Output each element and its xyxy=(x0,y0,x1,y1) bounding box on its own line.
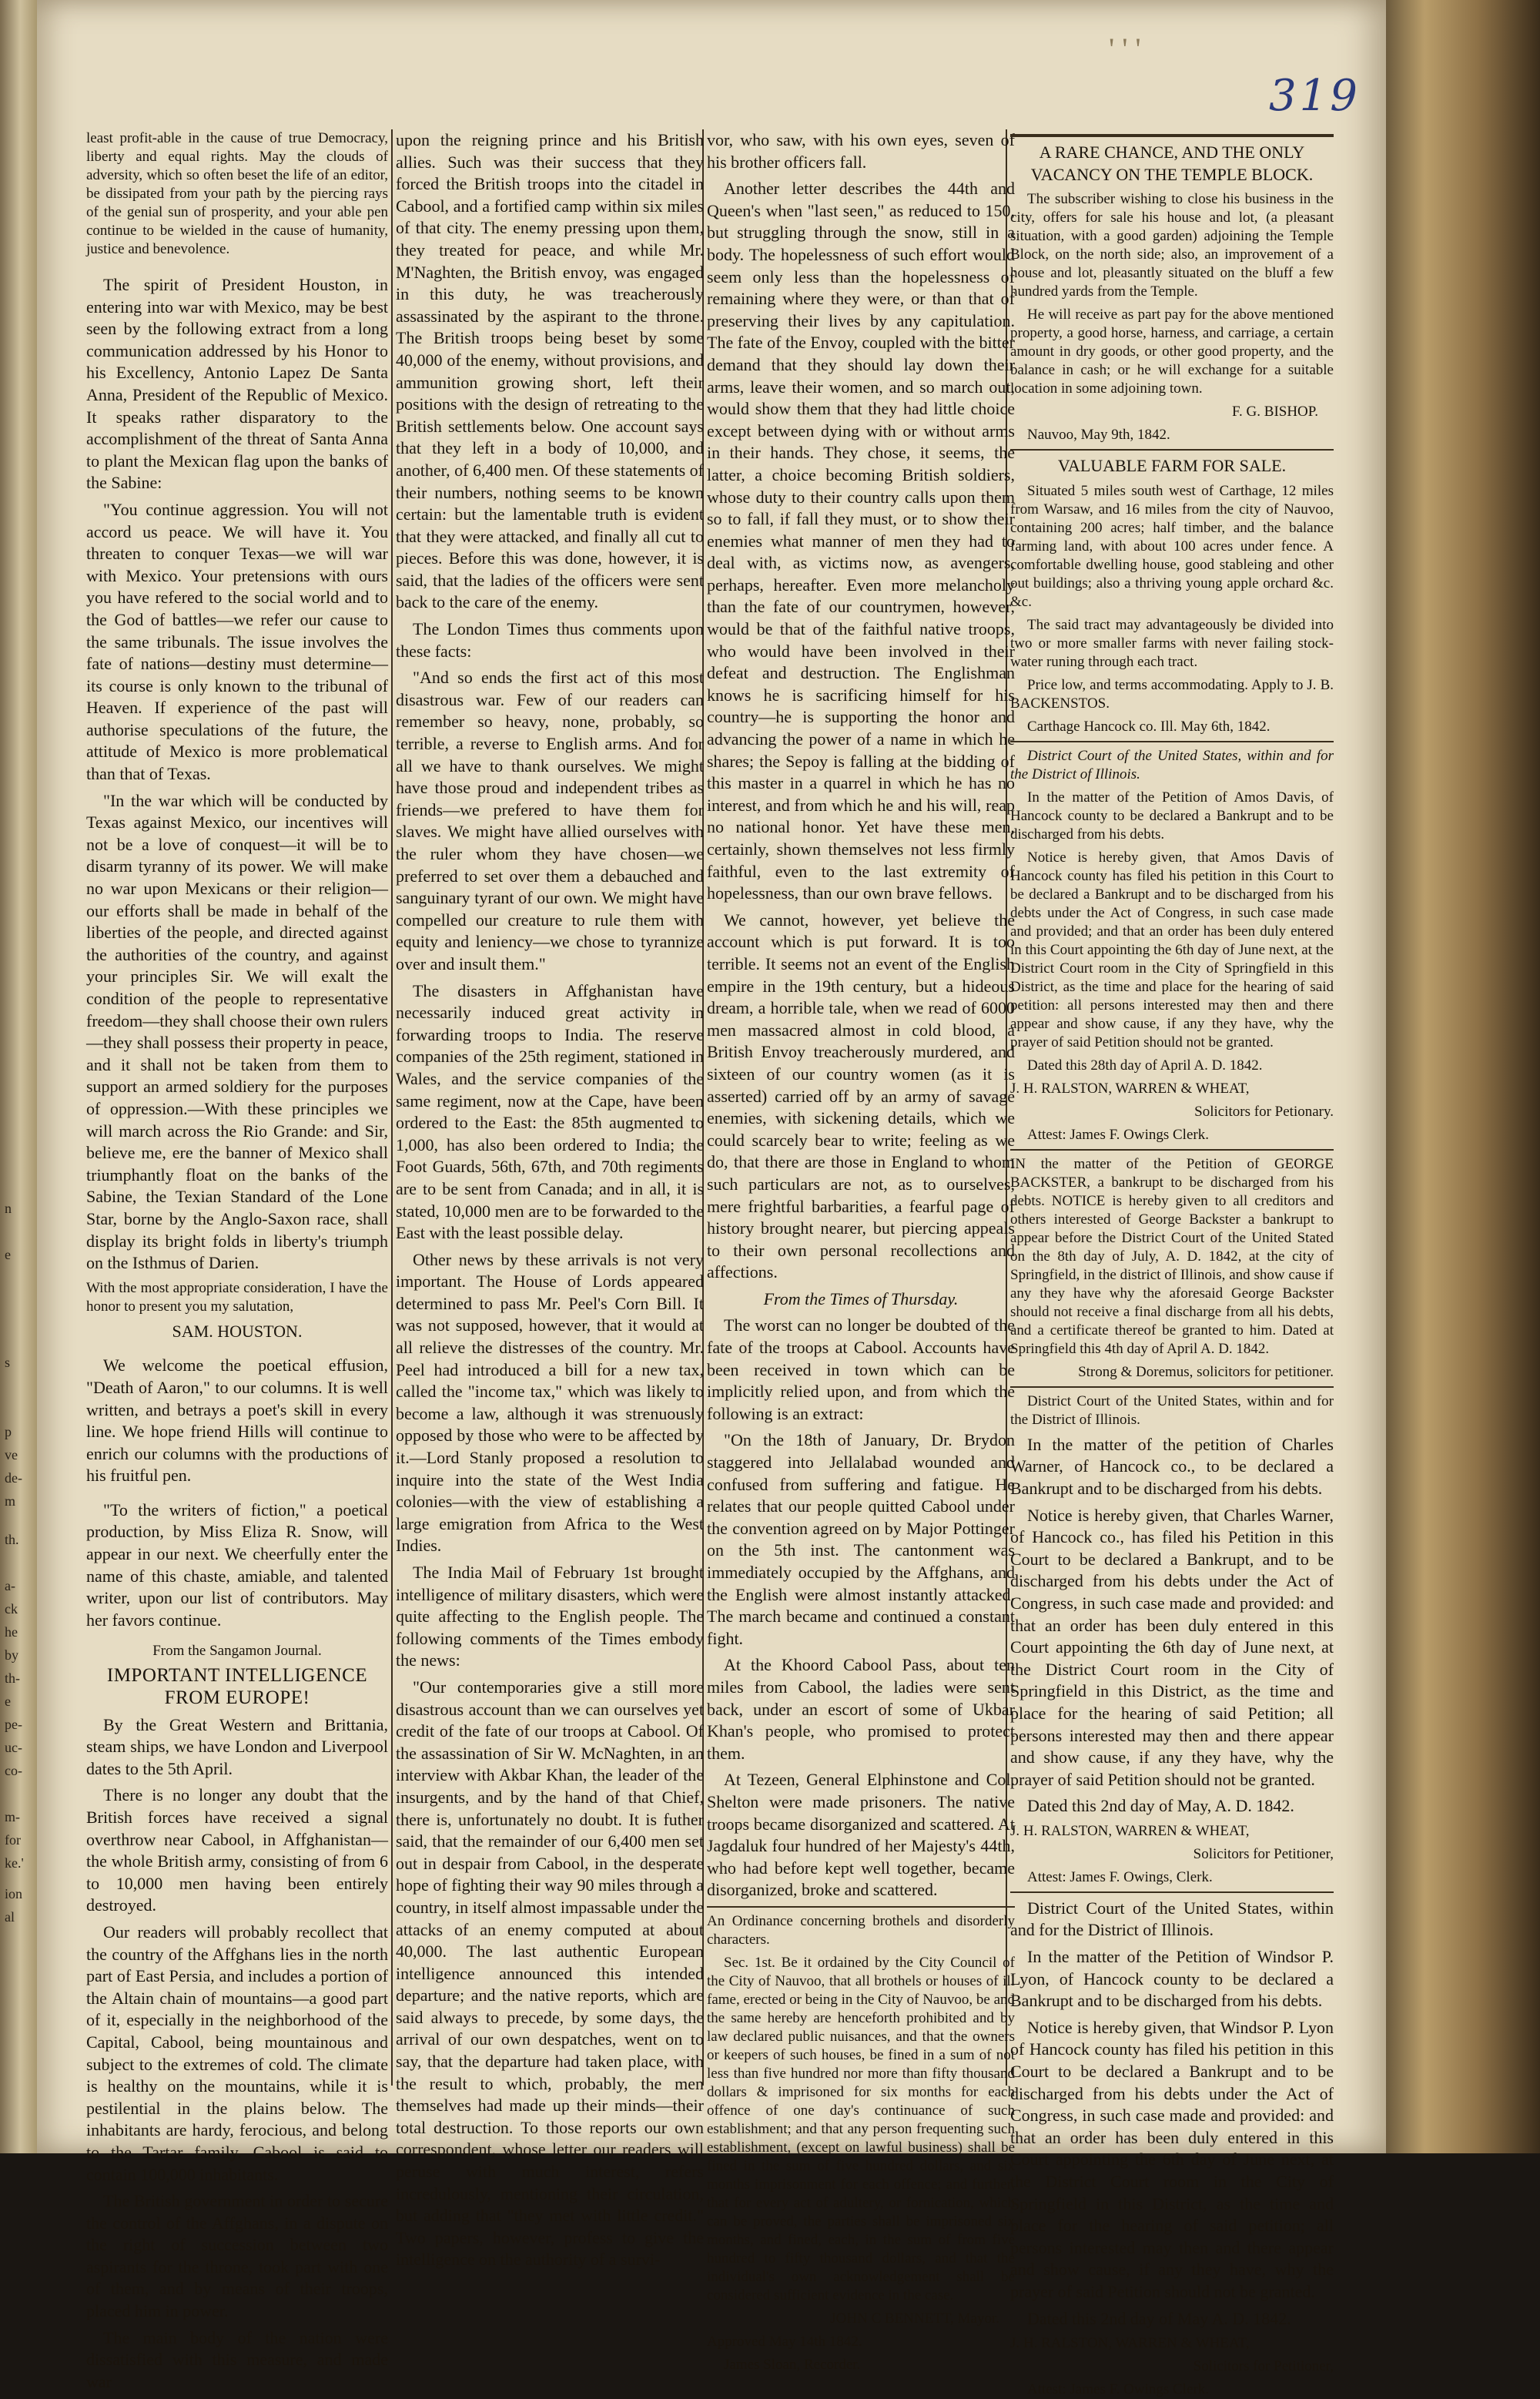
notice-signature: J. H. RALSTON, WARREN & WHEAT, xyxy=(1010,2335,1250,2352)
article-paragraph: The worst can no longer be doubted of the fate of the troops at Cabool. Accounts have been received in town which can be implicitly relied upon, and from which the following is an extract: xyxy=(707,1315,1015,1423)
fold-fragment: ve xyxy=(5,1447,18,1463)
notice-body: IN the matter of the Petition of GEORGE BACKSTER, a bankrupt to be discharged from his debts. NOTICE is hereby given to all creditors and others interested of George Backster a bankrupt to appear before the District Court of the United Stated on the 8th day of July, A. D. 1842, at the city of Springfield, in the district of Illinois, and show cause if any they have why the aforesaid George Backster should not receive a final discharge from all his debts, and a certificate thereof be granted to him. Dated at Springfield this 4th day of April A. D. 1842. xyxy=(1010,1155,1334,1357)
notice-attest: Attest: James F. Owings Clerk. xyxy=(1027,1126,1209,1143)
notice-body: Notice is hereby given, that Charles Warner, of Hancock co., has filed his Petition in this Court to be declared a Bankrupt, and to be discharged from his debts under the Act of Congress, in such case made and provided: and that an order has been duly entered in this Court appointing the 6th day of June next, at the District Court room in the City of Springfield in this District, as the time and place for the hearing of said Petition; all persons interested may then and there appear and show cause, if any they have, why the prayer of said Petition should not be granted. xyxy=(1010,1505,1334,1789)
notice-solicitors: Solicitors for Petitioner, xyxy=(1193,2358,1334,2375)
notice-body: In the matter of the Petition of Windsor P. Lyon, of Hancock county to be declared a Bankrupt and to be discharged from his debts. xyxy=(1010,1947,1334,2011)
column-rule xyxy=(391,129,393,2086)
court-heading: District Court of the United States, within and for the District of Illinois. xyxy=(1010,1392,1334,1428)
top-marks: ' ' ' xyxy=(1109,32,1141,66)
column-1 xyxy=(86,129,388,2391)
article-paragraph: The disasters in Affghanistan have necessarily induced great activity in forwarding troops to India. The reserve companies of the 25th regiment, stationed in Wales, and the service companies of the same regiment, now at the Cape, have been ordered to the East: the 85th augmented to 1,000, has also been ordered to India; the Foot Guards, 56th, 67th, and 70th regiments are to be sent from Canada; and in all, it is stated, 10,000 men are to be forwarded to the East with the least possible delay. xyxy=(396,980,704,1243)
fold-fragment: al xyxy=(5,1909,15,1925)
ordinance-title: An Ordinance concerning brothels and disorderly characters. xyxy=(707,1912,1015,1948)
closing-paragraph: least profit-able in the cause of true Democracy, liberty and equal rights. May the clouds of adversity, which so often beset the life of an editor, be dissipated from your path by the piercing rays of the genial sun of prosperity, and your able pen continue to be wielded in the cause of humanity, justice and benevolence. xyxy=(86,130,388,257)
ad-body: The said tract may advantageously be divided into two or more smaller farms with never failing stock-water runing through each tract. xyxy=(1010,616,1334,670)
article-paragraph: The India Mail of February 1st brought intelligence of military disasters, which were quite affecting to the English people. The following comments of the Times embody the news: xyxy=(396,1563,704,1670)
fold-fragment: de- xyxy=(5,1470,22,1486)
fold-fragment: th- xyxy=(5,1670,20,1686)
court-heading: District Court of the United States, within and for the District of Illinois. xyxy=(1010,1898,1334,1940)
signature: SAM. HOUSTON. xyxy=(172,1321,303,1341)
notice-body: In the matter of the Petition of Amos Davis, of Hancock county to be declared a Bankrupt and to be discharged from his debts. xyxy=(1010,789,1334,843)
quote-paragraph: "Our contemporaries give a still more disastrous account than we can ourselves yet credit of the fate of our troops at Cabool. Of the assassination of Sir W. McNaghten, in an interview with Akbar Khan, the leader of the insurgents, and by the hand of that Chief, there is, unfortunately no doubt. It is futher said, that the remainder of our 6,400 men set out in despair from Cabool, in the desperate hope of fighting their way 90 miles through a country, in itself almost impassable under the attacks of an enemy computed at about 40,000. The last authentic European intelligence announced this intended departure; and the native reports, which are said always to precede, by some days, the arrival of our own despatches, went on to say, that the departure had taken place, with the result to which, probably, the men themselves had made up their minds—their total destruction. To those reports our own correspondent, whose letter our readers will peruse with much interest, refers incredulously, mentioning their circulation, but adding that "they met with little credit." Two papers, however, profess to give the intelligence on the authority of a survi- xyxy=(396,1677,704,2270)
quote-paragraph: At the Khoord Cabool Pass, about ten miles from Cabool, the ladies were sent back, under an escort of some of Ukbar Khan's people, who promised to protect them. xyxy=(707,1655,1015,1763)
ordinance-signature: JOHN C BENNETT, Mayor. xyxy=(830,2310,999,2327)
fold-fragment: e xyxy=(5,1694,11,1709)
source-line: From the Times of Thursday. xyxy=(763,1288,959,1308)
fold-fragment: n xyxy=(5,1201,12,1216)
notice-date: Dated this 28th day of April A. D. 1842. xyxy=(1027,1057,1263,1074)
fold-fragment: he xyxy=(5,1624,18,1640)
fold-fragment: e xyxy=(5,1247,11,1262)
quote-paragraph: "You continue aggression. You will not accord us peace. We will have it. You threaten to conquer Texas—we will war with Mexico. Your pretensions with ours you have refered to the social world and to the God of battles—we refer our cause to the same tribunals. The issue involves the fate of nations—destiny must determine—its course is only known to the tribunal of Heaven. If experience of the past will authorise speculations of the future, the attitude of Mexico is more problematical than that of Texas. xyxy=(86,499,388,784)
ad-signature: F. G. BISHOP. xyxy=(1232,404,1318,420)
book-edge xyxy=(1386,0,1540,2153)
fold-fragment: a- xyxy=(5,1578,15,1593)
page-number: 319 xyxy=(1269,71,1361,121)
article-paragraph: The British government in order to secure the control of the Affghans, in a dispute on the right of succession between two aspirants for the throne, took part with one of them, and by means of their troops, placed him in power. xyxy=(86,2191,388,2321)
notice-attest: Attest: James F. Owings Clerk. xyxy=(1027,2381,1209,2398)
column-4 xyxy=(1010,129,1334,2398)
notice-solicitors: Solicitors for Petionary. xyxy=(1194,1103,1334,1120)
fold-fragment: m xyxy=(5,1493,16,1509)
quote-paragraph: "And so ends the first act of this most disastrous war. Few of our readers can remember so heavy, none, probably, so terrible, a reverse to English arms. And for all we have to thank ourselves. We might have those proud and independent tribes as friends—we prefered to have them for slaves. We might have allied ourselves with the ruler whom they have chosen—we preferred to set over them a debauched and sanguinary tyrant of our own. We might have compelled our creature to rule them with equity and leniency—we chose to tyrannize over and insult them." xyxy=(396,668,704,973)
section-rule xyxy=(1010,1891,1334,1893)
notice-date: Dated this 2nd day of May, A. D. 1842. xyxy=(1027,1796,1294,1816)
fold-fragment: p xyxy=(5,1424,12,1439)
section-rule xyxy=(707,1906,1015,1908)
article-paragraph: Our readers will probably recollect that the country of the Affghans lies in the north part of East Persia, and includes a portion of the Altain chain of mountains—a good part of it, especially in the neighborhood of the Capital, Cabool, being mountainous and subject to the extremes of cold. The climate is healthy on the mountains, while it is pestilential in the plains below. The inhabitants are hardy, ferocious, and belong to the Tartar family. Cabool is said to contain 100,000 inhabitants. xyxy=(86,1922,388,2184)
source-line: From the Sangamon Journal. xyxy=(152,1643,322,1660)
article-paragraph: upon the reigning prince and his British allies. Such was their success that they forced the British troops into the citadel in Cabool, and a fortified camp within six miles of that city. The enemy pressing upon them, they treated for peace, and while Mr. M'Naghten, the British envoy, was engaged in this duty, he was treacherously assassinated by the aspirant to the throne. The British troops being beset by some 40,000 of the enemy, without provisions, and ammunition growing short, left their positions with the design of retreating to the British settlements below. One account says that they left in a body of 10,000, and another, of 6,400 men. Of these statements of their numbers, nothing seems to be known certain: but the lamentable truth is evident that they were attacked, and finally all cut to pieces. Before this was done, however, it is said, that the ladies of the officers were sent back to the care of the enemy. xyxy=(396,130,704,612)
column-3 xyxy=(707,129,1015,2373)
fold-fragment: for xyxy=(5,1832,21,1848)
notice-signature: Strong & Doremus, solicitors for petitioner. xyxy=(1078,1363,1334,1380)
notice-signature: J. H. RALSTON, WARREN & WHEAT, xyxy=(1010,1080,1250,1097)
ad-body: Situated 5 miles south west of Carthage, 12 miles from Warsaw, and 16 miles from the city of Nauvoo, containing 200 acres; half timber, and the balance farming land, with about 100 acres under fence. A comfortable dwelling house, good stableing and other out buildings; also a thriving young apple orchard &c. &c. xyxy=(1010,482,1334,610)
article-paragraph: Other news by these arrivals is not very important. The House of Lords appeared determined to pass Mr. Peel's Corn Bill. It was not supposed, however, that it would at all relieve the distresses of the country. Mr. Peel had introduced a bill for a new tax, called the "income tax," which was likely to become a law, although it was strenuously opposed by those who were to be affected by it.—Lord Stanly proposed a resolution to inquire into the state of the West India colonies—with the view of establishing a large emigration from Africa to the West Indies. xyxy=(396,1249,704,1556)
ordinance-recorder: James Sloan, Recorder. xyxy=(724,2356,861,2373)
article-paragraph: We cannot, however, yet believe the account which is put forward. It is too terrible. It seems not an event of the English empire in the 19th century, but a hideous dream, a horrible tale, when we read of 6000 men massacred almost in cold blood, a British Envoy treacherously murdered, and sixteen of our country women (as it is asserted) carried off by an army of savage enemies, with sickening details, which we could scarcely bear to write; feeling as we do, that there are those in England to whom such particulars are not, as to ourselves, mere frightful barbarities, a fearful page of history brought nearer, but piercing appeals to their own personal recollections and affections. xyxy=(707,910,1015,1282)
notice-solicitors: Solicitors for Petitioner, xyxy=(1193,1845,1334,1862)
notice-body: Notice is hereby given, that Windsor P. Lyon of Hancock county has filed his petition in this Court to be declared a Bankrupt and to be discharged from his debts under the Act of Congress, in such case made and provided: and that an order has been duly entered in this Court appointing the 6th day of June next, at the District Court room in the City of Springfield in this District, as the time and place for the hearing of said petition; all persons interested may then and there appear and show cause, if any they have, why the prayer of said Petition should not be granted. xyxy=(1010,2017,1334,2301)
article-paragraph: The London Times thus comments upon these facts: xyxy=(396,619,704,661)
ad-body: The subscriber wishing to close his business in the city, offers for sale his house and lot, (a pleasant situation, with a good garden) adjoining the Temple Block, on the north side; also, an improvement of a house and lot, pleasantly situated on the bluff a few hundred yards from the Temple. xyxy=(1010,191,1334,300)
article-paragraph: The main body of the nation were dissatisfied with this measure, and made war xyxy=(86,2327,388,2391)
ad-date: Carthage Hancock co. Ill. May 6th, 1842. xyxy=(1027,718,1270,735)
ad-date: Nauvoo, May 9th, 1842. xyxy=(1027,427,1170,444)
headline: IMPORTANT INTELLIGENCE xyxy=(106,1665,368,1687)
section-rule xyxy=(1010,1149,1334,1151)
fold-fragment: ck xyxy=(5,1601,18,1617)
ordinance-body: Sec. 1st. Be it ordained by the City Council of the City of Nauvoo, that all brothels or houses of ill fame, erected or being in the City of Nauvoo, be and the same hereby are henceforth prohibited and by law declared public nuisances, and that the owners or keepers of such houses, be fined in a sum of not less than five hundred nor more than fifty thousand dollars & imprisoned for six months for each offence of one day's continuance of such establishment; and that any person frequenting such establishment, (except on lawful business) shall be fined in the sum of five hundred dollars, and six months imprisonment for each offence; and further, that for every act of adultery, or fornication, which can be proved, the parties shall be imprisoned six months, and fined, each, in the sum of from five hundred to fifty thousand dollars, and that the individual's own acknowledgement shall be considered sufficient evidence in the case. xyxy=(707,1954,1015,2304)
quote-paragraph: "On the 18th of January, Dr. Brydon staggered into Jellalabad wounded and confused from suffering and fatigue. He relates that our people quitted Cabool under the convention agreed on by Major Pottinger on the 5th inst. The cantonment was immediately occupied by the Affghans, and the English were almost instantly attacked. The march became and continued a constant fight. xyxy=(707,1430,1015,1648)
article-paragraph: By the Great Western and Brittania, steam ships, we have London and Liverpool dates to the 5th April. xyxy=(86,1714,388,1778)
article-paragraph: Another letter describes the 44th and Queen's when "last seen," as reduced to 150, but struggling through the snow, still in a body. The hopelessness of such effort would seem only less than the hopelessness of remaining where they were, or than that of preserving their lives by any capitulation. The fate of the Envoy, coupled with the bitter demand that they should lay down their arms, leave their women, and so march out, would show them that they had little choice except between dying with or without arms in their hands. They chose, it seems, the latter, a choice becoming British soldiers, whose duty to their country calls upon them so to fall, if fall they must, or to show their enemies what manner of men they had to deal with, as victims now, as avengers, perhaps, hereafter. Even more melancholy than the fate of our countrymen, however, would be that of the faithful native troops, who would have been involved in their defeat and destruction. The Englishman knows he is sacrificing himself for his country—he is supporting the honor and advancing the power of a name in which he shares; the Sepoy is falling at the bidding of this master in a quarrel in which he has no interest, and from which he and his will, reap no national honor. Yet have these men, certainly, shown themselves not less firmly faithful, even to the last extremity of hopelessness, than our own brave fellows. xyxy=(707,179,1015,903)
article-paragraph: vor, who saw, with his own eyes, seven of his brother officers fall. xyxy=(707,130,1015,172)
fold-fragment: ion xyxy=(5,1886,23,1901)
section-rule xyxy=(1010,134,1334,137)
fold-fragment: m- xyxy=(5,1809,20,1824)
ordinance-approved: Approved May 14th 1842. xyxy=(707,2333,862,2350)
fold-fragment: co- xyxy=(5,1763,22,1778)
article-paragraph: The spirit of President Houston, in entering into war with Mexico, may be best seen by the following extract from a long communication addressed by his Honor to his Excellency, Antonio Lapez De Santa Anna, President of the Republic of Mexico. It speaks rather disparatory to the accomplishment of the threat of Santa Anna to plant the Mexican flag upon the banks of the Sabine: xyxy=(86,275,388,493)
section-rule xyxy=(1010,449,1334,451)
fold-fragment: s xyxy=(5,1355,11,1370)
notice-attest: Attest: James F. Owings, Clerk. xyxy=(1027,1868,1213,1885)
quote-paragraph: At Tezeen, General Elphinstone and Col. Shelton were made prisoners. The native troops became disorganized and scattered. At Jagdaluk four hundred of her Majesty's 44th, who had before kept well together, became disorganized, broke and scattered. xyxy=(707,1770,1015,1900)
court-heading: District Court of the United States, within and for the District of Illinois. xyxy=(1010,747,1334,782)
ad-body: Price low, and terms accommodating. Apply to J. B. BACKENSTOS. xyxy=(1010,676,1334,712)
fold-fragment: ke.' xyxy=(5,1855,24,1871)
notice-date: Dated this 2nd day of May A. D. 1842. xyxy=(1027,2308,1291,2328)
fold-fragment: uc- xyxy=(5,1740,22,1755)
notice-body: In the matter of the petition of Charles Warner, of Hancock co., to be declared a Bankrupt and to be discharged from his debts. xyxy=(1010,1434,1334,1498)
ad-title: A RARE CHANCE, AND THE ONLY VACANCY ON THE TEMPLE BLOCK. xyxy=(1030,142,1314,184)
column-2 xyxy=(396,129,704,2270)
fold-fragment: pe- xyxy=(5,1717,22,1732)
section-rule xyxy=(1010,1386,1334,1388)
notice-body: Notice is hereby given, that Amos Davis of Hancock county has filed his petition in this Court to be declared a Bankrupt and to be discharged from his debts under the Act of Congress, in such case made and provided; and that an order has been duly entered in this Court appointing the 6th day of June next, at the District Court room in the City of Springfield in this District, as the time and place for the hearing of said petition: all persons interested may then and there appear and show cause, if any they have, why the prayer of said Petition should not be granted. xyxy=(1010,849,1334,1050)
article-paragraph: There is no longer any doubt that the British forces have received a signal overthrow near Cabool, in Affghanistan—the whole British army, consisting of from 6 to 10,000 men having been entirely destroyed. xyxy=(86,1785,388,1915)
closing-line: With the most appropriate consideration, I have the honor to present you my salutation, xyxy=(86,1279,388,1315)
ad-title: VALUABLE FARM FOR SALE. xyxy=(1057,456,1287,476)
notice-signature: J. H. RALSTON, WARREN & WHEAT, xyxy=(1010,1822,1250,1839)
left-page-fold xyxy=(0,0,37,2153)
editorial-paragraph: We welcome the poetical effusion, "Death of Aaron," to our columns. It is well written, and betrays a poet's skill in every line. We hope friend Hills will continue to enrich our columns with the productions of his fruitful pen. xyxy=(86,1355,388,1486)
fold-fragment: by xyxy=(5,1647,18,1663)
headline: FROM EUROPE! xyxy=(164,1687,310,1709)
editorial-paragraph: "To the writers of fiction," a poetical production, by Miss Eliza R. Snow, will appear in our next. We cheerfully enter the name of this chaste, amiable, and talented writer, upon our list of contributors. May her favors continue. xyxy=(86,1499,388,1630)
quote-paragraph: "In the war which will be conducted by Texas against Mexico, our incentives will not be a love of conquest—it will be to disarm tyranny of its power. We will make no war upon Mexicans or their religion—our efforts shall be made in behalf of the liberties of the people, and directed against the authorities of the country, and against your principles Sir. We will exalt the condition of the people to representative freedom—they shall choose their own rulers—they shall possess their property in peace, and it shall not be taken from them to support an armed soldiery for the purposes of oppression.—With these principles we will march across the Rio Grande: and Sir, believe me, ere the banner of Mexico shall triumphantly float on the banks of the Sabine, the Texian Standard of the Lone Star, borne by the Anglo-Saxon race, shall display its bright folds in liberty's triumph on the Isthmus of Darien. xyxy=(86,790,388,1273)
section-rule xyxy=(1010,741,1334,742)
ad-body: He will receive as part pay for the above mentioned property, a good horse, harness, and carriage, a certain amount in dry goods, or other good property, and the balance in cash; or he will exchange for a suitable location in some adjoining town. xyxy=(1010,307,1334,397)
fold-fragment: th. xyxy=(5,1532,19,1547)
